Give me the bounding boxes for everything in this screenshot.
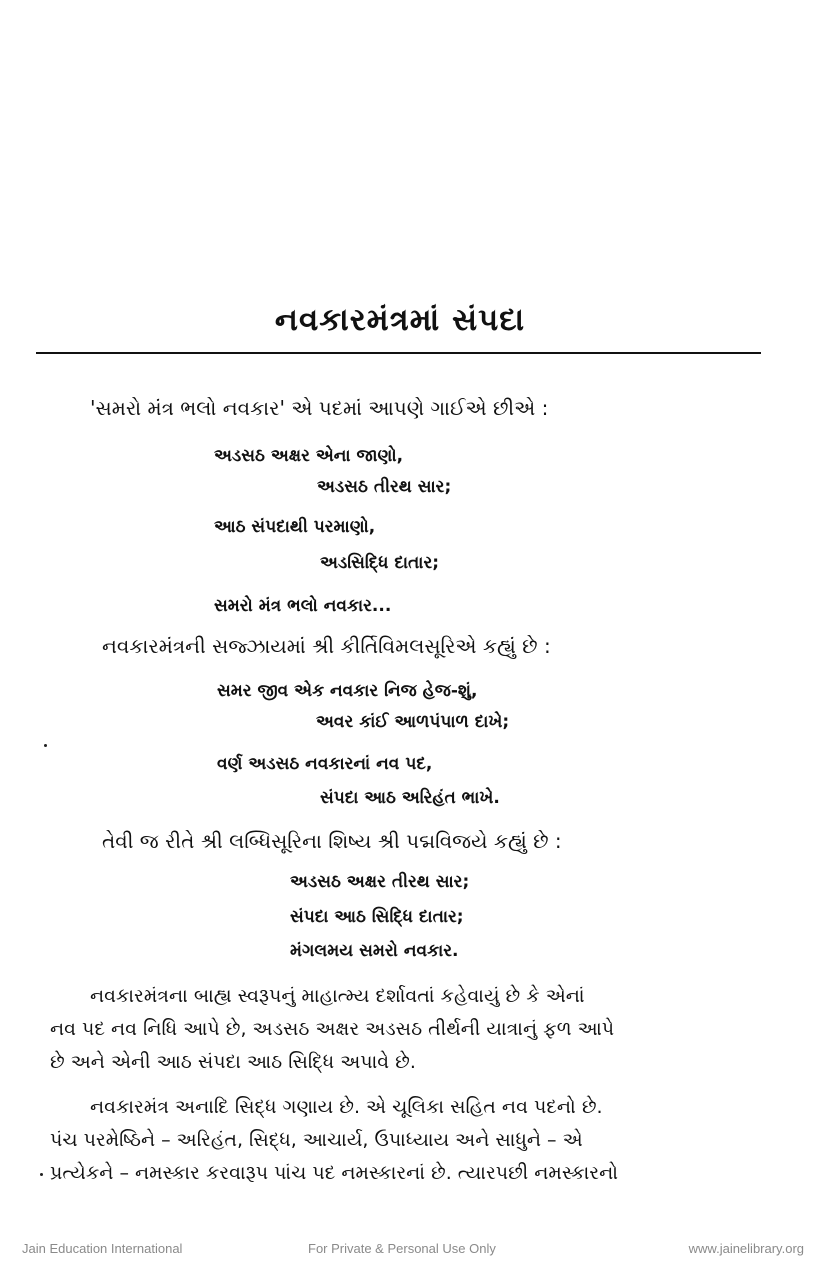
verse-3-line-3: મંગલમય સમરો નવકાર.	[290, 941, 459, 961]
intro-line-2: નવકારમંત્રની સજ્ઝાયમાં શ્રી કીર્તિવિમલસૂરિએ કહ્યું છે :	[102, 634, 551, 658]
intro-line-3: તેવી જ રીતે શ્રી લબ્ધિસૂરિના શિષ્ય શ્રી પદ્મવિજયે કહ્યું છે :	[102, 829, 562, 853]
verse-2-line-2: અવર કાંઈ આળપંપાળ દાખે;	[316, 712, 510, 732]
scan-speck	[40, 1173, 43, 1176]
paragraph-2-line-3: પ્રત્યેકને – નમસ્કાર કરવારૂપ પાંચ પદ નમસ્કારનાં છે. ત્યારપછી નમસ્કારનો	[50, 1162, 619, 1184]
verse-3-line-2: સંપદા આઠ સિદ્ધિ દાતાર;	[290, 907, 464, 927]
verse-2-line-3: વર્ણ અડસઠ નવકારનાં નવ પદ,	[217, 754, 433, 774]
paragraph-2-line-2: પંચ પરમેષ્ઠિને – અરિહંત, સિદ્ધ, આચાર્ય, ઉપાધ્યાય અને સાધુને – એ	[50, 1129, 583, 1151]
verse-1-line-5: સમરો મંત્ર ભલો નવકાર...	[214, 596, 392, 616]
verse-1-line-3: આઠ સંપદાથી પરમાણો,	[214, 517, 376, 537]
footer-website-link[interactable]: www.jainelibrary.org	[688, 1241, 804, 1256]
intro-line-1: 'સમરો મંત્ર ભલો નવકાર' એ પદમાં આપણે ગાઈએ છીએ :	[90, 396, 549, 420]
footer-usage-note: For Private & Personal Use Only	[308, 1241, 496, 1256]
footer-publisher: Jain Education International	[22, 1241, 183, 1256]
verse-3-line-1: અડસઠ અક્ષર તીરથ સાર;	[290, 872, 470, 892]
scan-speck	[44, 744, 47, 747]
title-rule	[36, 352, 761, 354]
verse-1-line-1: અડસઠ અક્ષર એના જાણો,	[214, 446, 404, 466]
verse-1-line-4: અડસિદ્ધિ દાતાર;	[320, 553, 440, 573]
paragraph-1-line-3: છે અને એની આઠ સંપદા આઠ સિદ્ધિ અપાવે છે.	[50, 1051, 416, 1073]
paragraph-1-line-2: નવ પદ નવ નિધિ આપે છે, અડસઠ અક્ષર અડસઠ તીર્થની યાત્રાનું ફળ આપે	[50, 1018, 615, 1040]
verse-2-line-4: સંપદા આઠ અરિહંત ભાખે.	[320, 788, 500, 808]
verse-1-line-2: અડસઠ તીરથ સાર;	[317, 477, 452, 497]
page-title: નવકારમંત્રમાં સંપદા	[274, 302, 526, 338]
paragraph-2-line-1: નવકારમંત્ર અનાદિ સિદ્ધ ગણાય છે. એ ચૂલિકા સહિત નવ પદનો છે.	[90, 1096, 603, 1118]
paragraph-1-line-1: નવકારમંત્રના બાહ્ય સ્વરૂપનું માહાત્મ્ય દર્શાવતાં કહેવાયું છે કે એનાં	[90, 985, 585, 1007]
verse-2-line-1: સમર જીવ એક નવકાર નિજ હેજ-શું,	[217, 681, 478, 701]
